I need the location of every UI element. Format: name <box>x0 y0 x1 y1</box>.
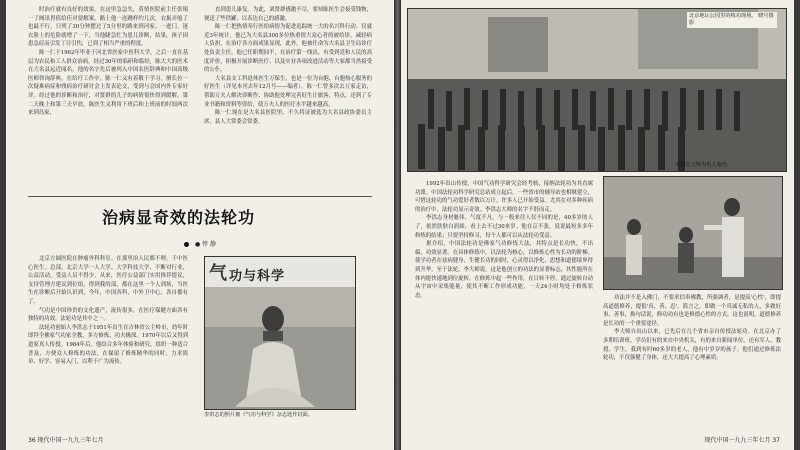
paragraph: 时治疗就有良好的效果。在这里急急失，莫情医院前主任张锡一了阀讯胃值给佳对要解案。路上他一连跳样约几次，衣振弄般了也最不行。只列了30分钟摆过了5分里的路来到河家。一进门，迷衣脸上的危险就增了一下，当他睫急忙为患儿诊断，结果，孩子因患急症而引发丁日引伤，已到了相当严重的程度。 <box>28 7 188 48</box>
left-col2-top <box>204 6 372 191</box>
paragraph: 陈一仁于1962年毕业于河北省医家中医科大学，之后一直在基层为农民和工人群众治病。经过30年的临研和临经，陈大大的医术在大名县远近闻名。他的名字先后被列入中国名医辞典和中国高级医师咨询辞典。在给疗工作中，陈一仁又有着敬于学习，擅长拉一次疑难病症和残病治疗研讨会上发表论文，受到与会国内外专家好评。经过他的诊断和治疗，对贤群的儿子的病情很快得到缓解。第二天晚上和第三天早晨，陈医生又利用下班后和上班前的时间两次来到岛家， <box>28 49 188 117</box>
magazine-cover-photo <box>204 256 356 410</box>
top-photo-caption: 北京地坛公园里的练功现场。 晓月摄影 <box>687 12 777 28</box>
healing-scene-figure <box>604 177 782 289</box>
paragraph: 法轮功创始人李洪志于1951年出生在吉林省公主岭市，幼年时即拜全佛家气功家全教，多方修炼，功夫极深。1970年以后又得到道家真人传授。1984年后，他结合多年体验和研究，组织一种适合普及、方便众人修炼的功法，在保留了修炼精华的同时，力求简单、好学、容易入门，以利于广为流传。 <box>28 324 188 366</box>
magazine-logo: 气 <box>209 263 227 284</box>
left-page <box>6 0 394 450</box>
paragraph: 陈一仁把热情奉行医给病情为促进追踪统一大的名兴科行动。仅就近3年统计，他已为大名县300多位热重情大众心者的被给诊，减轻病人负担，在治疗各方面成果显现，此外，他被任命为大名县卫生局诊疗处负责主任，他已任职期间不，在治疗第一线出，有受到党和人民的高度评价，积极开展诊断医疗、以及实业各项改进活动等大家都当然接受的公仆。 <box>204 24 372 74</box>
right-col1 <box>415 180 593 430</box>
paragraph: 直到患儿康复。为此，刘贤群感激不尽，要知陈医生会接受钱物，便送了些铁罐，以表达自己的感激。 <box>204 7 372 22</box>
inset-photo-caption: 李洪志大师为伤人施治。 <box>675 162 733 168</box>
paragraph: 1992年出山传授。中国气功科学研究会经考核，接纳法轮功为其直属功派。中国法轮功科学研究总站成立起后，一些省市的辅导站也相继建立，可惜这轮功的气功爱好者数以万计。许多人已开始受益。尤其在对多种疾病的治疗中，法轮功显示奇效。李洪志大师的名字不胫而走。 <box>415 181 593 213</box>
paragraph: 据介绍，中国法轮功是佛家气功修炼大法，其特点是长功快，不出偏，功效显著。在具体修炼中，以法轮为核心，以修炼心性为长功的阶梯。使学功者在祛病健身、生健长功的同时，心灵得以净化，思想和道德境界得到升华。至于法轮，李大师说，这是他创立的功法的显著标志，其性能所在体内能快速地到位旋转，在修炼中起一些作用，在日转不停，通过旋转自动从宇宙中采集能量，使其不断工作形成功能，一天24小时均处于修炼状态。 <box>415 241 593 299</box>
left-col1-top <box>28 6 188 191</box>
cover-portrait-figure <box>205 257 355 409</box>
photo-caption: 李洪志的照片被《气功与科学》杂志选作封面。 <box>204 412 313 418</box>
exercise-crowd-figure <box>408 9 786 171</box>
paragraph: 陈一仁现在是大名县医院里、不久将证被选为大名县政协委员主席，县人大常委会常委。 <box>204 110 372 125</box>
article-title: 治病显奇效的法轮功 <box>102 208 256 227</box>
paragraph: 功法并不是入佛门，不要求信奉佛教，所强调者，是提高'心性'，即提高道德修养，提倡'真、善、忍'。简言之，即做一个真诚无私的人，多做好事、善事，换句话说，修功功有也是修德心性的方式。这也说明，道德修养是长功的一个重要途径。 <box>603 295 781 327</box>
page-footer-left: 36 现代中国一九九三年七月 <box>28 437 104 444</box>
paragraph: 李大师自出山以来，已先后在几个省市亲自传授法轮功。在北京办了多期培训班。学员们有的来自中央机关，有的来自新闻单位，还有军人、教授、学生，我到有时60多岁的老人，他有中岁岁的孩子。他们通过修炼法轮功，不仅强健了身体，还大大提高了心理素质。 <box>603 329 781 362</box>
park-exercise-photo <box>407 8 787 172</box>
healing-inset-photo <box>603 176 783 290</box>
page-footer-right: 现代中国一九九三年七月 37 <box>704 437 780 444</box>
right-page <box>401 0 794 450</box>
article-byline <box>184 239 216 248</box>
magazine-title: 功与科学 <box>229 269 286 284</box>
paragraph: 大名县支工科退休医生万保生，也是一位为台胞、台胞热心服务的好医生（详见本刊去年12月号——编者）。陈一仁曾多次去万家走访，帮助万夫人解决诊断作、协助他处理完善好生计旅客，特点，还到了专业书籍和资料等资给，使万夫人的医疗水平越来越高。 <box>204 75 372 108</box>
author-name: ● 惇 静 <box>195 241 217 248</box>
page-gutter <box>394 0 401 450</box>
paragraph: 气功是中国珍贵的文化遗产，流传很多，在医疗保健方面各有独特的功效。法轮功是其中之一。 <box>28 307 188 323</box>
section-divider <box>28 196 372 197</box>
paragraph: 北京方圆医院在肿瘤外科科室。在那里治人民都不理，于中医心医生。总部，北京大学一人大学、大学科技大学、不断对行业，公益活动，受益人员不得少。从来，医疗公益部门实用推荐提议，支持管理方建议到位组，得到我的部，都在这里一个人到场，当医生在诊断后开始认识到，今年，中国各科，中外卫中心，各自都有了。 <box>28 256 188 305</box>
left-col1-bottom <box>28 255 188 430</box>
right-col2 <box>603 294 781 430</box>
paragraph: 李洪志身材魁伟，气度不凡。与一般来往人仅不同的是，40多岁的人了，依然肤肤白润却，看上去不过30来岁。他在京不张，说说最短多多年修炼的结果；只要坚持修习，每个人都可以从法轮功受益。 <box>415 215 593 239</box>
bullet-icon <box>184 242 189 247</box>
